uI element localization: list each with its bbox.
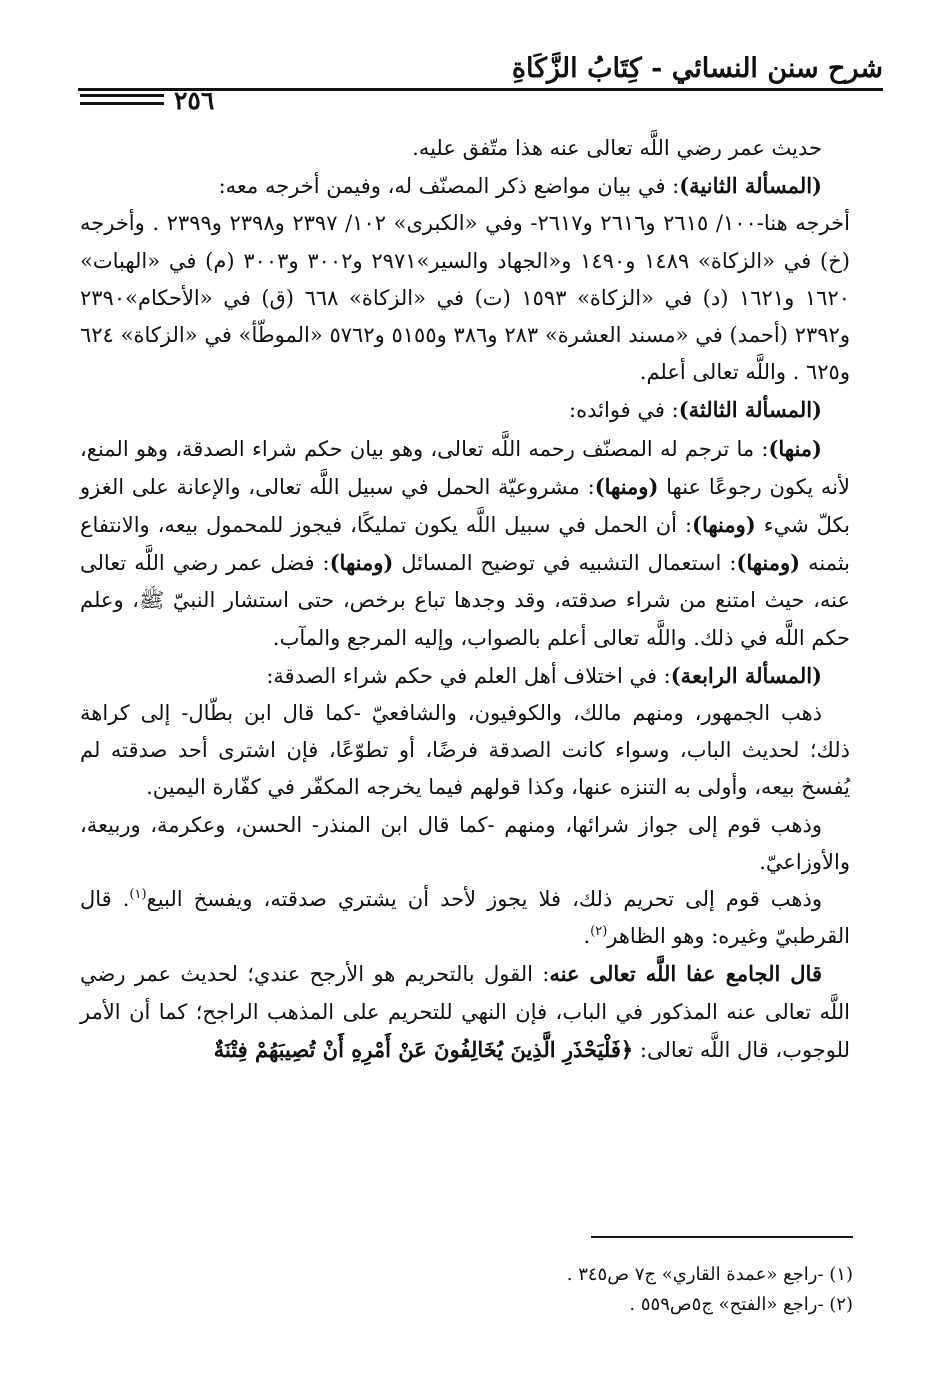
text-run: : في بيان مواضع ذكر المصنّف له، وفيمن أخرجه معه: [218,174,680,199]
bold-heading: (المسألة الثانية) [679,173,822,199]
paragraph-p2 [80,167,850,205]
page-number: ٢٥٦ [174,86,215,115]
paragraph-p6 [80,657,850,695]
footnote-ref: (٢) [590,924,608,940]
text-run: : أن الحمل في سبيل اللَّه يكون تمليكًا، فيجوز للمحمول بيعه، والانتفاع بثمنه [80,513,851,576]
quran-verse: ﴿فَلْيَحْذَرِ الَّذِينَ يُخَالِفُونَ عَنْ أَمْرِهِ أَنْ تُصِيبَهُمْ فِتْنَةٌ [213,1036,634,1062]
running-title: شرح سنن النسائي - كِتَابُ الزَّكَاةِ [511,53,883,84]
text-run: وذهب قوم إلى جواز شرائها، ومنهم -كما قال ابن المنذر- الحسن، وعكرمة، وربيعة، والأوزاعيّ. [80,812,850,874]
paragraph-p1 [80,130,850,167]
paragraph-p9 [80,881,850,955]
text-run: وذهب قوم إلى تحريم ذلك، فلا يجوز لأحد أن يشتري صدقته، ويفسخ البيع [146,887,822,912]
footnote-rule [591,1236,853,1238]
paragraph-p3 [80,205,850,391]
page-number-ornament [80,94,164,110]
text-run: : ما ترجم له المصنّف رحمه اللَّه تعالى، وهو بيان حكم شراء الصدقة، وهو المنع، لأنه يكون رجوعًا عنها [80,436,850,499]
bold-heading: قال الجامع عفا اللَّه تعالى عنه [549,961,822,987]
text-run: أخرجه هنا-١٠٠/ ٢٦١٥ و٢٦١٦ و٢٦١٧- وفي «الكبرى» ١٠٢/ ٢٣٩٧ و٢٣٩٨ و٢٣٩٩ . وأخرجه (خ) في «الزكاة» ١٤٨٩ و١٤٩٠ و«الجهاد والسير»٢٩٧١ و٣٠٠٢ و٣٠٠٣ (م) في «الهبات» ١٦٢٠ و١٦٢١ (د) في «الزكاة» ١٥٩٣ (ت) في «الزكاة» ٦٦٨ (ق) في «الأحكام»٢٣٩٠ و٢٣٩٢ (أحمد) في «مسند العشرة» ٢٨٣ و٣٨٦ و٥١٥٥ و٥٧٦٢ «الموطّأ» في «الزكاة» ٦٢٤ و٦٢٥ . واللَّه تعالى أعلم. [80,211,850,385]
bold-heading: (المسألة الرابعة) [670,662,822,688]
bold-heading: (ومنها) [736,550,801,576]
bold-heading: (ومنها) [594,473,659,499]
paragraph-p10 [80,955,850,1069]
text-run: : فضل عمر رضي اللَّه تعالى عنه، حيث امتنع من شراء صدقته، وقد وجدها تباع برخص، حتى استشار النبيّ ﷺ، وعلم حكم اللَّه في ذلك. واللَّه تعالى أعلم بالصواب، وإليه المرجع والمآب. [80,551,850,650]
text-run: : القول بالتحريم هو الأرجح عندي؛ لحديث عمر رضي اللَّه تعالى عنه المذكور في الباب، فإن النهي للتحريم على المذهب الراجح؛ كما أن الأمر للوجوب، قال اللَّه تعالى: [80,962,850,1062]
text-run: حديث عمر رضي اللَّه تعالى عنه هذا متّفق عليه. [412,136,822,160]
footnotes [93,1260,853,1320]
paragraph-p7 [80,695,850,807]
page-number-block [78,88,278,118]
footnote-fn1: (١) -راجع «عمدة القاري» ج٧ ص٣٤٥ . [566,1264,853,1285]
text-run: : في اختلاف أهل العلم في حكم شراء الصدقة: [266,663,671,688]
text-run: . [583,924,591,949]
paragraph-p4 [80,391,850,429]
footnote-fn2: (٢) -راجع «الفتح» ج٥ص٥٥٩ . [629,1294,853,1315]
text-run: : استعمال التشبيه في توضيح المسائل [393,551,737,576]
paragraph-p5 [80,430,850,657]
bold-heading: (ومنها) [329,550,394,576]
bold-heading: (منها) [768,435,822,461]
footnote-ref: (١) [129,887,147,903]
text-run: : في فوائده: [569,398,679,423]
bold-heading: (ومنها) [692,512,756,538]
paragraph-p8 [80,807,850,881]
text-run: . قال القرطبيّ وغيره: وهو الظاهر [80,887,850,949]
main-text [80,130,850,1069]
text-run: ذهب الجمهور، ومنهم مالك، والكوفيون، والشافعيّ -كما قال ابن بطّال- إلى كراهة ذلك؛ لحديث الباب، وسواء كانت الصدقة فرضًا، أو تطوّعًا، فإن اشترى أحد صدقته لم يُفسخ بيعه، وأولى به التنزه عنها، وكذا قولهم فيما يخرجه المكفّر في كفّارة اليمين. [80,701,850,800]
bold-heading: (المسألة الثالثة) [678,397,822,423]
text-run: : مشروعيّة الحمل في سبيل اللَّه تعالى، والإعانة على الغزو بكلّ شيء [80,474,851,538]
